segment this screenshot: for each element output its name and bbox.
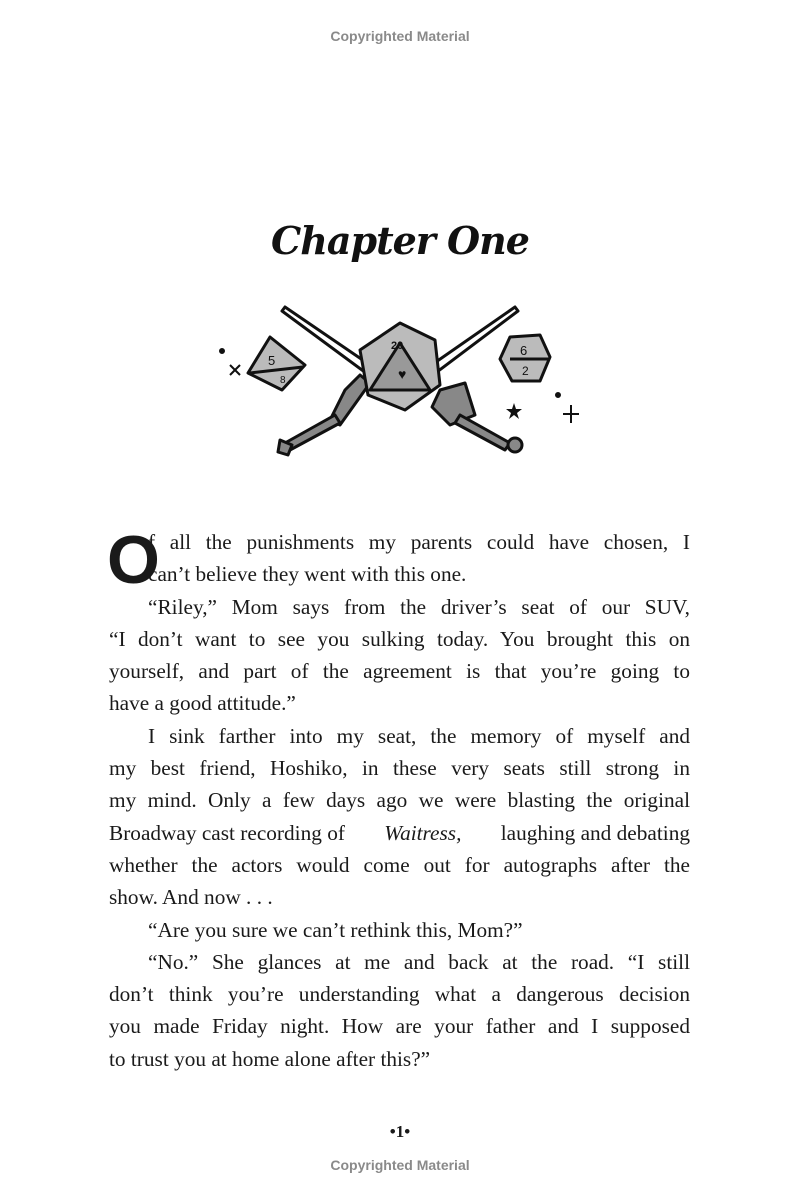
drop-cap: O bbox=[107, 522, 160, 598]
text-segment: laughing and debating bbox=[495, 820, 690, 845]
text-line: yourself, and part of the agreement is that you’re going to bbox=[109, 659, 690, 684]
text-line: “Riley,” Mom says from the driver’s seat of our SUV, bbox=[148, 594, 690, 619]
text-line: you made Friday night. How are your father and I supposed bbox=[109, 1014, 690, 1039]
text-line: show. And now . . . bbox=[109, 885, 273, 910]
chapter-body-text bbox=[107, 522, 690, 1075]
page-number: •1• bbox=[389, 1122, 411, 1141]
text-line: “I don’t want to see you sulking today. You brought this on bbox=[109, 626, 690, 651]
text-line: f all the punishments my parents could have chosen, I bbox=[148, 530, 690, 554]
copyright-watermark-top: Copyrighted Material bbox=[330, 28, 470, 44]
d4-icon bbox=[248, 337, 305, 390]
dice-and-swords-illustration bbox=[210, 295, 590, 465]
svg-text:♥: ♥ bbox=[398, 368, 407, 383]
text-line: “No.” She glances at me and back at the road. “I still bbox=[148, 949, 690, 974]
d6-icon bbox=[500, 335, 550, 381]
copyright-watermark-bottom: Copyrighted Material bbox=[330, 1157, 470, 1173]
chapter-title: Chapter One bbox=[271, 218, 529, 263]
text-line: don’t think you’re understanding what a dangerous decision bbox=[109, 982, 690, 1007]
text-line: whether the actors would come out for autographs after the bbox=[109, 852, 690, 877]
book-title-waitress: Waitress, bbox=[384, 820, 462, 845]
d4-number: 5 bbox=[268, 353, 276, 368]
text-line: to trust you at home alone after this?” bbox=[109, 1046, 431, 1071]
d6-number: 6 bbox=[520, 343, 528, 358]
d20-number: 20 bbox=[391, 340, 404, 352]
text-line: my best friend, Hoshiko, in these very seats still strong in bbox=[109, 756, 690, 781]
text-segment: Broadway cast recording of bbox=[109, 820, 351, 845]
text-line: I sink farther into my seat, the memory of myself and bbox=[148, 723, 690, 748]
text-line: “Are you sure we can’t rethink this, Mom?” bbox=[148, 917, 523, 942]
d20-icon bbox=[360, 323, 440, 410]
text-line bbox=[109, 817, 690, 849]
d6-number: 2 bbox=[522, 364, 529, 378]
d4-number: 8 bbox=[280, 375, 286, 386]
text-line: my mind. Only a few days ago we were blasting the original bbox=[109, 788, 690, 813]
text-line: have a good attitude.” bbox=[109, 691, 296, 716]
text-line: can’t believe they went with this one. bbox=[148, 562, 467, 587]
